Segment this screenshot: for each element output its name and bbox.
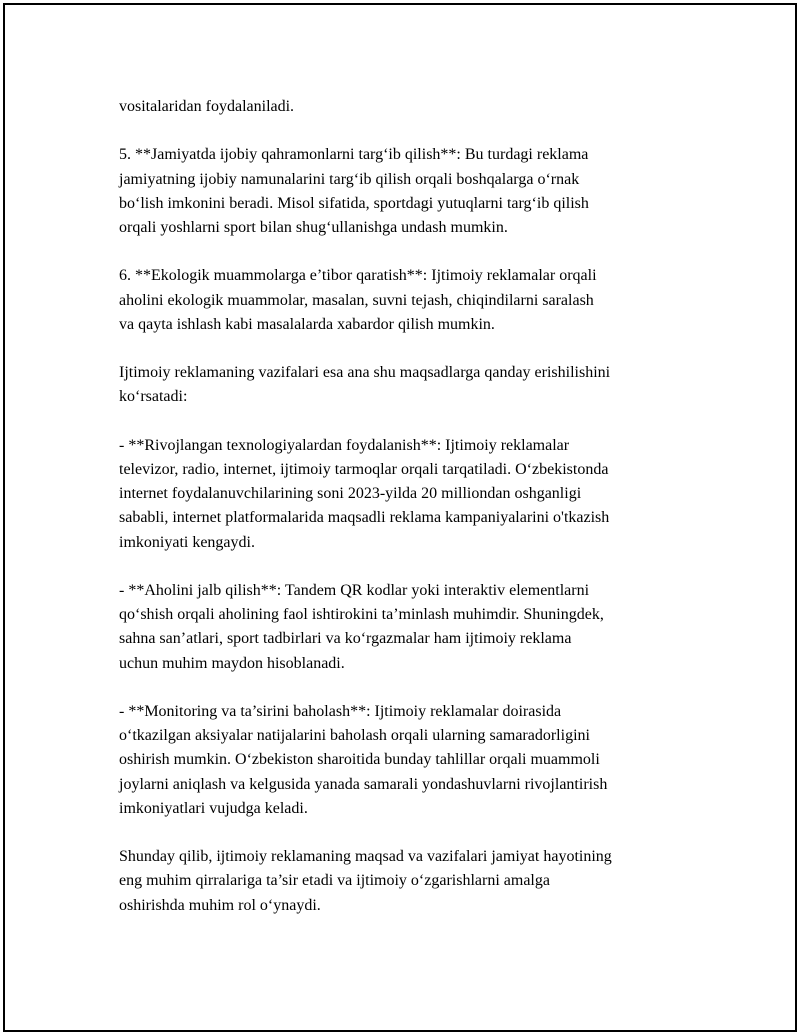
text-line: qo‘shish orqali aholining faol ishtirokini ta’minlash muhimdir. Shuningdek, xyxy=(119,606,604,624)
text-line: uchun muhim maydon hisoblanadi. xyxy=(119,654,345,672)
text-line: imkoniyati kengaydi. xyxy=(119,533,255,551)
text-line: - **Rivojlangan texnologiyalardan foydalanish**: Ijtimoiy reklamalar xyxy=(119,436,570,454)
text-line: joylarni aniqlash va kelgusida yanada samarali yondashuvlarni rivojlantirish xyxy=(119,775,608,793)
paragraph-conclusion xyxy=(119,845,709,918)
text-line: televizor, radio, internet, ijtimoiy tarmoqlar orqali tarqatiladi. O‘zbekistonda xyxy=(119,460,609,478)
text-line: 5. **Jamiyatda ijobiy qahramonlarni targ‘ib qilish**: Bu turdagi reklama xyxy=(119,146,589,164)
text-line: internet foydalanuvchilarining soni 2023-yilda 20 milliondan oshganligi xyxy=(119,485,582,503)
paragraph-bullet-engagement xyxy=(119,579,709,676)
text-line: bo‘lish imkonini beradi. Misol sifatida, sportdagi yutuqlarni targ‘ib qilish xyxy=(119,194,589,212)
text-line: sababli, internet platformalarida maqsadli reklama kampaniyalarini o'tkazish xyxy=(119,509,610,527)
text-line: Ijtimoiy reklamaning vazifalari esa ana shu maqsadlarga qanday erishilishini xyxy=(119,364,611,382)
text-line: Shunday qilib, ijtimoiy reklamaning maqsad va vazifalari jamiyat hayotining xyxy=(119,848,612,866)
paragraph-item-5 xyxy=(119,143,709,240)
paragraph-tasks-intro xyxy=(119,361,709,409)
page-frame xyxy=(3,3,797,1032)
text-line: sahna san’atlari, sport tadbirlari va ko‘rgazmalar ham ijtimoiy reklama xyxy=(119,630,572,648)
text-line: 6. **Ekologik muammolarga e’tibor qaratish**: Ijtimoiy reklamalar orqali xyxy=(119,267,597,285)
paragraph-item-6 xyxy=(119,264,709,337)
text-line: o‘tkazilgan aksiyalar natijalarini baholash orqali ularning samaradorligini xyxy=(119,727,590,745)
paragraph-continuation xyxy=(119,95,709,119)
text-line: imkoniyatlari vujudga keladi. xyxy=(119,799,308,817)
text-line: eng muhim qirralariga ta’sir etadi va ijtimoiy o‘zgarishlarni amalga xyxy=(119,872,550,890)
document-body xyxy=(119,95,709,942)
text-line: vositalaridan foydalaniladi. xyxy=(119,98,295,115)
text-line: oshirishda muhim rol o‘ynaydi. xyxy=(119,896,321,914)
text-line: jamiyatning ijobiy namunalarini targ‘ib qilish orqali boshqalarga o‘rnak xyxy=(119,170,580,188)
text-line: oshirish mumkin. O‘zbekiston sharoitida bunday tahlillar orqali muammoli xyxy=(119,751,600,769)
paragraph-bullet-monitoring xyxy=(119,700,709,821)
text-line: orqali yoshlarni sport bilan shug‘ullanishga undash mumkin. xyxy=(119,219,508,236)
text-line: ko‘rsatadi: xyxy=(119,388,188,406)
paragraph-bullet-technology xyxy=(119,434,709,555)
text-line: aholini ekologik muammolar, masalan, suvni tejash, chiqindilarni saralash xyxy=(119,291,594,309)
text-line: - **Aholini jalb qilish**: Tandem QR kodlar yoki interaktiv elementlarni xyxy=(119,581,590,599)
text-line: va qayta ishlash kabi masalalarda xabardor qilish mumkin. xyxy=(119,315,495,333)
text-line: - **Monitoring va ta’sirini baholash**: Ijtimoiy reklamalar doirasida xyxy=(119,702,562,720)
